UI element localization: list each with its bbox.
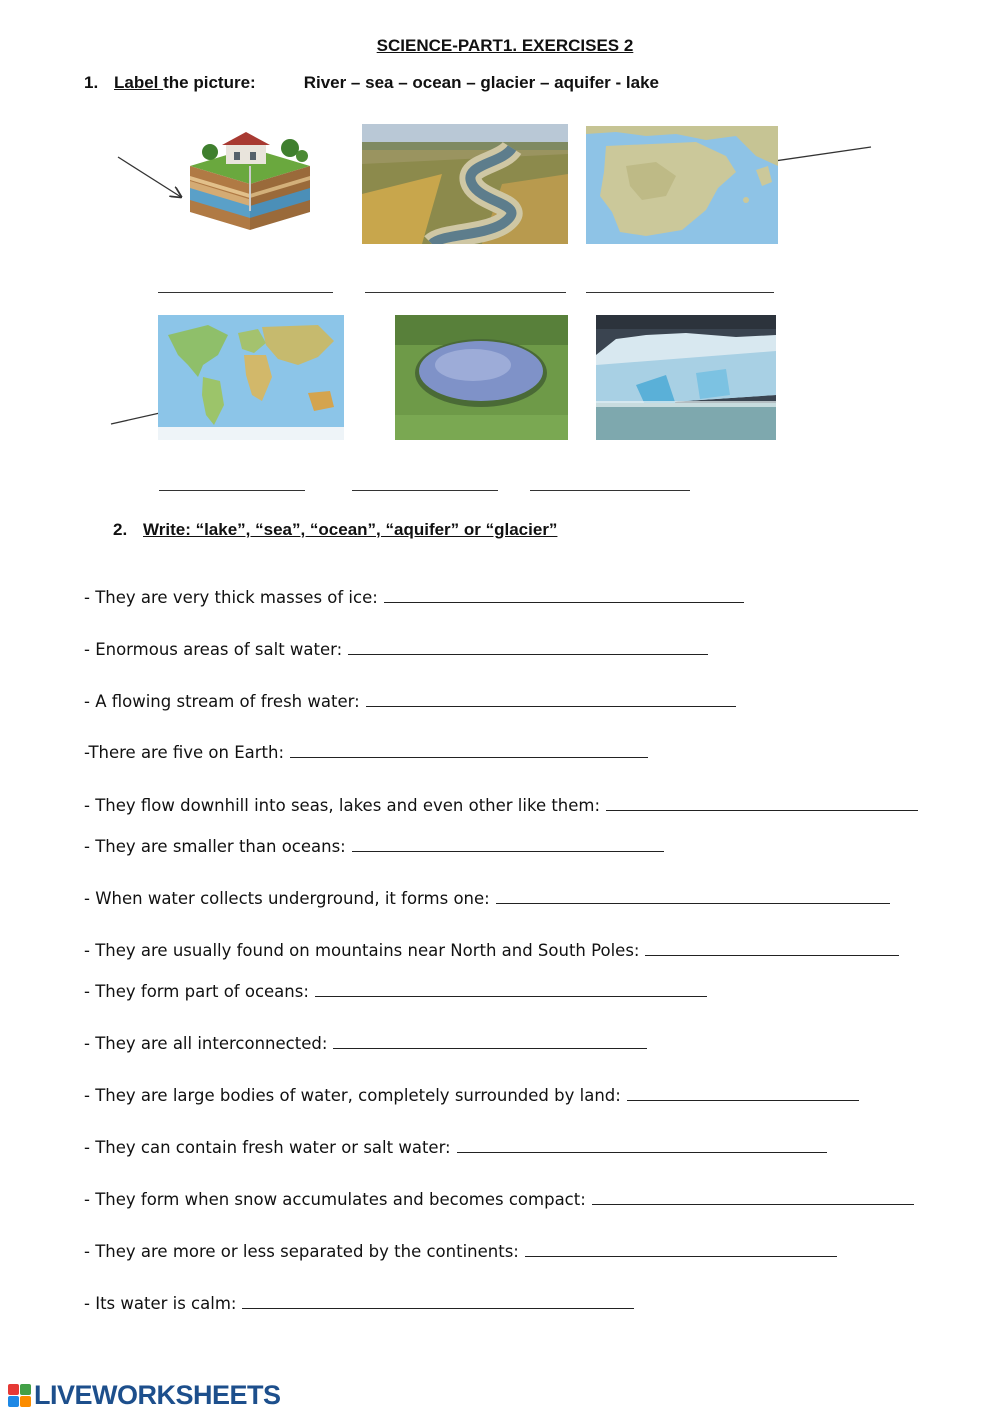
fill-item-11 xyxy=(84,1086,859,1105)
answer-line-6[interactable] xyxy=(530,490,690,491)
glacier-picture xyxy=(596,315,776,440)
answer-blank[interactable] xyxy=(348,653,708,655)
item-text: - They are smaller than oceans: xyxy=(84,837,346,856)
answer-blank[interactable] xyxy=(315,995,707,997)
item-text: -There are five on Earth: xyxy=(84,743,285,762)
answer-line-1[interactable] xyxy=(158,292,333,293)
answer-blank[interactable] xyxy=(645,954,899,956)
brand-name: LIVEWORKSHEETS xyxy=(34,1380,281,1410)
answer-blank[interactable] xyxy=(352,850,664,852)
fill-item-1 xyxy=(84,588,744,607)
exercise-1-label-word: Label xyxy=(114,73,164,92)
item-text: - They can contain fresh water or salt water: xyxy=(84,1138,451,1157)
arrow-aquifer xyxy=(118,157,181,197)
worksheet-title: SCIENCE-PART1. EXERCISES 2 xyxy=(376,36,634,55)
fill-item-14 xyxy=(84,1242,837,1261)
item-text: - They are more or less separated by the continents: xyxy=(84,1242,519,1261)
answer-blank[interactable] xyxy=(627,1099,859,1101)
liveworksheets-brand[interactable] xyxy=(8,1380,281,1411)
fill-item-4 xyxy=(84,743,648,762)
answer-line-2[interactable] xyxy=(365,292,566,293)
fill-item-5 xyxy=(84,796,918,815)
river-picture xyxy=(362,124,568,244)
answer-blank[interactable] xyxy=(333,1047,647,1049)
answer-blank[interactable] xyxy=(242,1307,634,1309)
answer-blank[interactable] xyxy=(457,1151,827,1153)
fill-item-2 xyxy=(84,640,708,659)
item-text: - When water collects underground, it forms one: xyxy=(84,889,490,908)
item-text: - They are very thick masses of ice: xyxy=(84,588,378,607)
answer-blank[interactable] xyxy=(525,1255,837,1257)
answer-blank[interactable] xyxy=(290,756,648,758)
exercise-1-label-rest: the picture: xyxy=(163,73,256,92)
item-text: - They are all interconnected: xyxy=(84,1034,328,1053)
fill-item-9 xyxy=(84,982,707,1001)
fill-item-6 xyxy=(84,837,664,856)
exercise-2-number: 2. xyxy=(113,520,128,539)
exercise-1-number: 1. xyxy=(84,73,99,92)
fill-item-3 xyxy=(84,692,736,711)
exercise-2-heading xyxy=(113,520,557,540)
item-text: - A flowing stream of fresh water: xyxy=(84,692,360,711)
answer-blank[interactable] xyxy=(366,705,736,707)
answer-blank[interactable] xyxy=(496,902,890,904)
answer-blank[interactable] xyxy=(606,809,918,811)
fill-item-10 xyxy=(84,1034,647,1053)
sea-map-picture xyxy=(586,126,778,244)
exercise-2-instruction: Write: “lake”, “sea”, “ocean”, “aquifer” or “glacier” xyxy=(143,520,558,539)
answer-line-3[interactable] xyxy=(586,292,774,293)
item-text: - They are usually found on mountains near North and South Poles: xyxy=(84,941,640,960)
answer-line-4[interactable] xyxy=(159,490,305,491)
item-text: - They form part of oceans: xyxy=(84,982,309,1001)
lake-picture xyxy=(395,315,568,440)
fill-item-13 xyxy=(84,1190,914,1209)
ocean-world-map-picture xyxy=(158,315,344,440)
exercise-1-heading xyxy=(84,73,659,93)
fill-item-8 xyxy=(84,941,899,960)
answer-blank[interactable] xyxy=(384,601,744,603)
item-text: - They flow downhill into seas, lakes and even other like them: xyxy=(84,796,601,815)
item-text: - They are large bodies of water, completely surrounded by land: xyxy=(84,1086,621,1105)
liveworksheets-logo-icon xyxy=(8,1384,31,1407)
item-text: - They form when snow accumulates and becomes compact: xyxy=(84,1190,586,1209)
fill-item-7 xyxy=(84,889,890,908)
answer-line-5[interactable] xyxy=(352,490,498,491)
item-text: - Enormous areas of salt water: xyxy=(84,640,343,659)
item-text: - Its water is calm: xyxy=(84,1294,237,1313)
word-bank: River – sea – ocean – glacier – aquifer - lake xyxy=(303,73,659,92)
aquifer-picture xyxy=(180,126,316,232)
fill-item-15 xyxy=(84,1294,634,1313)
fill-item-12 xyxy=(84,1138,827,1157)
answer-blank[interactable] xyxy=(592,1203,914,1205)
